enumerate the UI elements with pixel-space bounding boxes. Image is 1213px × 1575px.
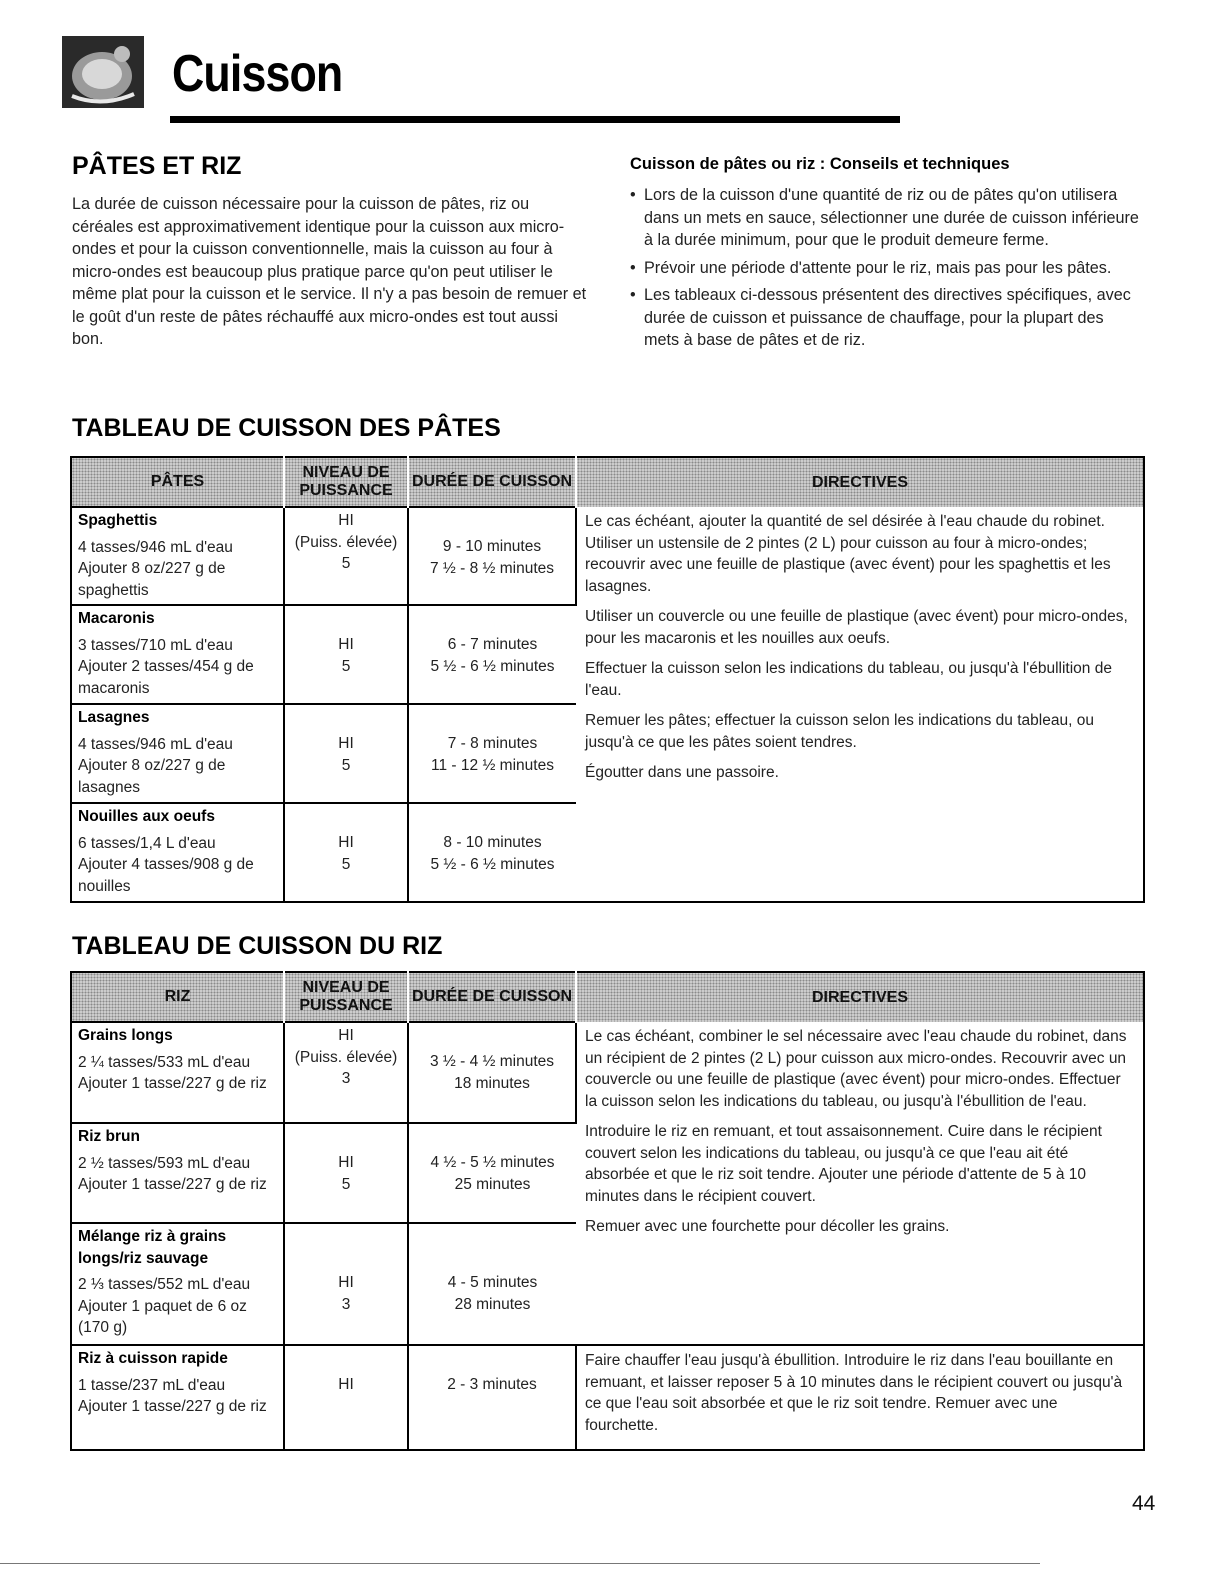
rice-table-title: TABLEAU DE CUISSON DU RIZ [72, 932, 443, 960]
power-level-cell [284, 704, 408, 803]
cook-time: 2 - 3 minutes [447, 1376, 537, 1393]
item-name: Lasagnes [78, 709, 150, 726]
power-level: HI [338, 636, 354, 653]
directive-text: Introduire le riz en remuant, et tout assaisonnement. Cuire dans le récipient couvert selon les indications du tableau, ou jusqu'à ce que l'eau ait été absorbée et que le riz soit tendre. Ajouter une période d'attente de 5 à 10 minutes dans le récipient couvert. [585, 1123, 1102, 1205]
item-name: Spaghettis [78, 512, 158, 529]
page-number: 44 [1132, 1492, 1156, 1515]
item-name: Riz brun [78, 1128, 140, 1145]
cook-time: 6 - 7 minutes [447, 636, 538, 653]
power-level-cell [284, 507, 408, 605]
item-name: Riz à cuisson rapide [78, 1350, 228, 1367]
food-cell [71, 803, 284, 902]
tip-item: • Prévoir une période d'attente pour le riz, mais pas pour les pâtes. [630, 257, 1142, 280]
food-cell [71, 605, 284, 704]
item-detail: 1 tasse/237 mL d'eau [78, 1376, 226, 1394]
power-level: HI [338, 1376, 354, 1393]
food-cell [71, 1022, 284, 1123]
table-row [71, 1022, 1144, 1123]
cook-time-cell [408, 1123, 576, 1223]
cook-time: 11 - 12 ½ minutes [431, 756, 554, 774]
tip-item: • Lors de la cuisson d'une quantité de riz ou de pâtes qu'on utilisera dans un mets en sauce, sélectionner une durée de cuisson inférieure à la durée minimum, pour que le produit demeure ferme. [630, 184, 1142, 252]
cook-time: 4 - 5 minutes [447, 1274, 538, 1291]
tips-list [630, 184, 1142, 357]
intro-paragraph: La durée de cuisson nécessaire pour la cuisson de pâtes, riz ou céréales est approximativement identique pour la cuisson aux micro-ondes et pour la cuisson conventionnelle, mais la cuisson au four à micro-ondes est beaucoup plus pratique parce qu'on peut utiliser le même plat pour la cuisson et le service. Il n'y a pas besoin de remuer et le goût d'un reste de pâtes réchauffé aux micro-ondes est tout aussi bon. [72, 195, 587, 348]
cook-time: 9 - 10 minutes [442, 538, 542, 555]
column-header: DIRECTIVES [576, 457, 1144, 507]
table-row [71, 507, 1144, 605]
cook-time: 28 minutes [454, 1295, 531, 1313]
item-detail: 2 ¼ tasses/533 mL d'eau [78, 1053, 251, 1071]
power-level: 5 [341, 555, 351, 572]
item-name: Macaronis [78, 610, 155, 627]
item-detail: 2 ⅓ tasses/552 mL d'eau [78, 1276, 251, 1293]
power-level: 5 [341, 1175, 351, 1193]
section-title-pasta-rice: PÂTES ET RIZ [72, 152, 242, 180]
cook-time: 5 ½ - 6 ½ minutes [430, 855, 555, 873]
item-detail: Ajouter 1 tasse/227 g de riz [78, 1398, 267, 1415]
column-header: DURÉE DE CUISSON [408, 972, 576, 1022]
cook-time-cell [408, 1345, 576, 1450]
column-header: PÂTES [71, 457, 284, 507]
item-detail: Ajouter 2 tasses/454 g de macaronis [78, 658, 254, 697]
food-cell [71, 1223, 284, 1345]
cook-time: 5 ½ - 6 ½ minutes [430, 657, 555, 675]
item-detail: 4 tasses/946 mL d'eau [78, 735, 233, 753]
cook-time: 18 minutes [454, 1074, 530, 1092]
power-level: HI [338, 512, 354, 529]
directive-text: Égoutter dans une passoire. [585, 764, 779, 781]
item-detail: Ajouter 8 oz/227 g de spaghettis [78, 560, 226, 599]
item-detail: Ajouter 4 tasses/908 g de nouilles [78, 856, 254, 895]
cooking-dish-icon [62, 36, 144, 108]
power-level: HI [338, 1154, 354, 1171]
food-cell [71, 704, 284, 803]
column-header: DIRECTIVES [576, 972, 1144, 1022]
power-level: 5 [341, 657, 351, 675]
directive-text: Effectuer la cuisson selon les indications du tableau, ou jusqu'à l'ébullition de l'eau. [585, 660, 1112, 699]
item-name: Nouilles aux oeufs [78, 808, 215, 825]
directive-text: Le cas échéant, ajouter la quantité de sel désirée à l'eau chaude du robinet. Utiliser un ustensile de 2 pintes (2 L) pour cuisson au four à micro-ondes; recouvrir avec une feuille de plastique (avec évent) pour les spaghettis et les lasagnes. [585, 513, 1111, 595]
cook-time: 4 ½ - 5 ½ minutes [430, 1154, 555, 1171]
tips-title: Cuisson de pâtes ou riz : Conseils et techniques [630, 155, 1010, 173]
directives-cell [576, 1345, 1144, 1450]
power-level: 3 [341, 1295, 351, 1313]
page-header [62, 36, 842, 126]
power-level-cell [284, 1123, 408, 1223]
directive-text: Faire chauffer l'eau jusqu'à ébullition. Introduire le riz dans l'eau bouillante en remuant, et laisser reposer 5 à 10 minutes dans le récipient couvert ou jusqu'à ce que l'eau soit absorbée et que le riz soit tendre. Remuer avec une fourchette. [585, 1352, 1123, 1434]
column-header: DURÉE DE CUISSON [408, 457, 576, 507]
item-detail: 6 tasses/1,4 L d'eau [78, 834, 216, 852]
cook-time: 8 - 10 minutes [443, 834, 542, 851]
power-level: HI [338, 735, 354, 752]
table-header-row [71, 972, 1144, 1022]
column-header: NIVEAU DE PUISSANCE [284, 457, 408, 507]
power-level: 5 [341, 756, 351, 774]
cook-time: 25 minutes [454, 1175, 531, 1193]
item-detail: 2 ½ tasses/593 mL d'eau [78, 1154, 251, 1172]
item-detail: Ajouter 1 tasse/227 g de riz [78, 1075, 267, 1092]
power-level: (Puiss. élevée) [294, 1048, 398, 1066]
item-detail: 3 tasses/710 mL d'eau [78, 636, 233, 654]
column-header: NIVEAU DE PUISSANCE [284, 972, 408, 1022]
column-header: RIZ [71, 972, 284, 1022]
bottom-rule [0, 1563, 1040, 1564]
food-cell [71, 1345, 284, 1450]
power-level: (Puiss. élevée) [294, 533, 398, 551]
table-row [71, 1345, 1144, 1450]
directives-cell [576, 507, 1144, 902]
cook-time: 7 ½ - 8 ½ minutes [429, 559, 555, 577]
item-detail: Ajouter 1 tasse/227 g de riz [78, 1176, 267, 1193]
title-rule [170, 116, 900, 123]
cook-time: 3 ½ - 4 ½ minutes [429, 1053, 555, 1070]
item-detail: 4 tasses/946 mL d'eau [78, 538, 233, 556]
directive-text: Remuer les pâtes; effectuer la cuisson selon les indications du tableau, ou jusqu'à ce que les pâtes soient tendres. [585, 712, 1094, 751]
item-detail: Ajouter 8 oz/227 g de lasagnes [78, 757, 226, 796]
item-name: Grains longs [78, 1027, 173, 1044]
cook-time-cell [408, 1022, 576, 1123]
food-cell [71, 1123, 284, 1223]
directive-text: Remuer avec une fourchette pour décoller les grains. [585, 1218, 950, 1235]
power-level-cell [284, 1223, 408, 1345]
food-cell [71, 507, 284, 605]
cook-time-cell [408, 704, 576, 803]
item-name: Mélange riz à grains longs/riz sauvage [78, 1228, 227, 1267]
directive-text: Utiliser un couvercle ou une feuille de plastique (avec évent) pour micro-ondes, pour les macaronis et les nouilles aux oeufs. [585, 608, 1128, 647]
power-level: 3 [341, 1070, 351, 1087]
pasta-table-title: TABLEAU DE CUISSON DES PÂTES [72, 414, 501, 442]
directive-text: Le cas échéant, combiner le sel nécessaire avec l'eau chaude du robinet, dans un récipient de 2 pintes (2 L) pour cuisson aux micro-ondes. Recouvrir avec un couvercle ou une feuille de plastique (avec évent) pour micro-ondes. Effectuer la cuisson selon les indications du tableau, ou jusqu'à l'ébullition de l'eau. [585, 1028, 1127, 1110]
rice-table [70, 971, 1145, 1451]
cook-time: 7 - 8 minutes [447, 735, 538, 752]
cook-time-cell [408, 605, 576, 704]
power-level: HI [338, 1274, 354, 1291]
power-level: HI [338, 834, 354, 851]
tip-item: • Les tableaux ci-dessous présentent des directives spécifiques, avec durée de cuisson et puissance de chauffage, pour la plupart des mets à base de pâtes et de riz. [630, 284, 1142, 352]
power-level-cell [284, 1022, 408, 1123]
table-header-row [71, 457, 1144, 507]
pasta-table [70, 456, 1145, 903]
power-level-cell [284, 803, 408, 902]
page-title: Cuisson [172, 45, 343, 103]
cook-time-cell [408, 803, 576, 902]
power-level-cell [284, 1345, 408, 1450]
directives-cell [576, 1022, 1144, 1345]
power-level-cell [284, 605, 408, 704]
cook-time-cell [408, 1223, 576, 1345]
item-detail: Ajouter 1 paquet de 6 oz (170 g) [78, 1297, 247, 1336]
power-level: HI [338, 1027, 354, 1044]
cook-time-cell [408, 507, 576, 605]
power-level: 5 [341, 855, 351, 873]
